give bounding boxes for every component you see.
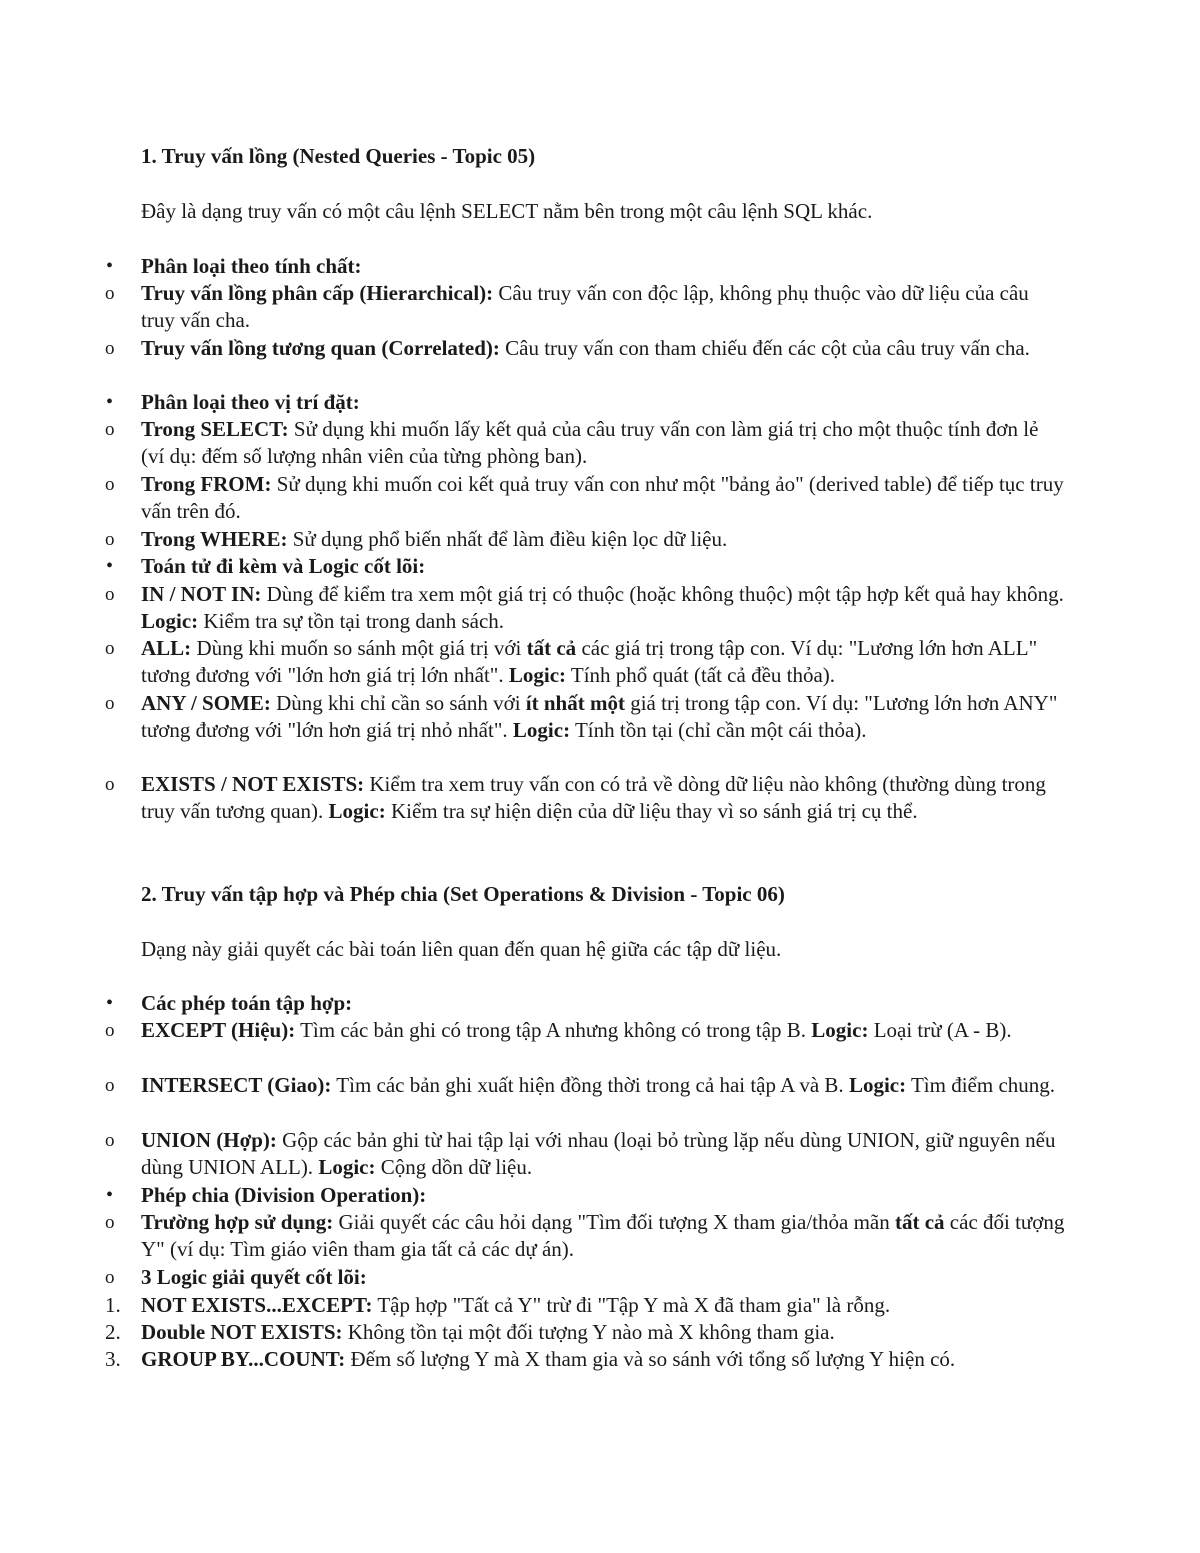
circle-marker: o (105, 1020, 115, 1041)
item-label: Trong WHERE: (141, 527, 288, 551)
item-text: Tìm các bản ghi xuất hiện đồng thời trong cả hai tập A và B. (331, 1073, 849, 1097)
circle-marker: o (105, 529, 115, 550)
circle-marker: o (105, 693, 115, 714)
item-text: Câu truy vấn con tham chiếu đến các cột của câu truy vấn cha. (499, 336, 1030, 360)
logic-text: Cộng dồn dữ liệu. (375, 1155, 533, 1180)
item-label: Trong FROM: (141, 472, 272, 496)
item-label: Double NOT EXISTS: (141, 1320, 343, 1344)
item-text: Đếm số lượng Y mà X tham gia và so sánh với tổng số lượng Y hiện có. (345, 1347, 956, 1371)
item-label: EXCEPT (Hiệu): (141, 1018, 296, 1042)
list-item-group-property (141, 253, 1066, 280)
item-text: Dùng khi chỉ cần so sánh với (270, 691, 526, 715)
emphasis: tất cả (526, 636, 577, 660)
item-text: Sử dụng khi muốn coi kết quả truy vấn con như một "bảng ảo" (derived table) để tiếp tục truy vấn trên đó. (141, 472, 1064, 524)
list-item-group-set-ops (141, 990, 1066, 1017)
item-text: Giải quyết các câu hỏi dạng "Tìm đối tượng X tham gia/thỏa mãn (333, 1210, 895, 1234)
logic-text: Kiểm tra sự hiện diện của dữ liệu thay vì so sánh giá trị cụ thể. (385, 799, 918, 824)
numbered-item-1 (141, 1292, 1066, 1319)
item-label: Truy vấn lồng phân cấp (Hierarchical): (141, 281, 494, 305)
logic-label: Logic: (508, 663, 567, 688)
logic-text: Tính phổ quát (tất cả đều thỏa). (566, 663, 836, 688)
group-title: 3 Logic giải quyết cốt lõi: (141, 1265, 367, 1289)
list-item-select (141, 416, 1066, 470)
list-item-use-case (141, 1209, 1066, 1263)
list-item-except (141, 1017, 1066, 1044)
bullet-marker: • (106, 1184, 114, 1206)
section-1-heading: 1. Truy vấn lồng (Nested Queries - Topic 05) (141, 144, 536, 168)
logic-label: Logic: (141, 609, 199, 634)
item-label: NOT EXISTS...EXCEPT: (141, 1293, 373, 1317)
item-label: Trong SELECT: (141, 417, 289, 441)
circle-marker: o (105, 1212, 115, 1233)
item-text: Không tồn tại một đối tượng Y nào mà X không tham gia. (342, 1320, 835, 1344)
logic-text: Tính tồn tại (chỉ cần một cái thỏa). (570, 718, 867, 743)
item-text: Tìm các bản ghi có trong tập A nhưng không có trong tập B. (295, 1018, 812, 1042)
circle-marker: o (105, 774, 115, 795)
group-title: Phân loại theo vị trí đặt: (141, 390, 360, 414)
item-text: Tập hợp "Tất cả Y" trừ đi "Tập Y mà X đã tham gia" là rỗng. (372, 1293, 891, 1317)
list-item-hierarchical (141, 280, 1066, 334)
group-title: Các phép toán tập hợp: (141, 991, 353, 1015)
logic-label: Logic: (512, 718, 571, 743)
bullet-marker: • (106, 555, 114, 577)
number-marker: 3. (105, 1347, 121, 1371)
list-item-three-logic (141, 1264, 1066, 1291)
circle-marker: o (105, 1075, 115, 1096)
section-1-intro: Đây là dạng truy vấn có một câu lệnh SELECT nằm bên trong một câu lệnh SQL khác. (141, 199, 873, 223)
list-item-where (141, 526, 1066, 553)
circle-marker: o (105, 283, 115, 304)
list-item-correlated (141, 335, 1066, 362)
item-text: Câu truy vấn con độc lập, không phụ thuộc vào dữ liệu của câu truy vấn cha. (141, 281, 1029, 333)
group-title: Phép chia (Division Operation): (141, 1183, 427, 1207)
group-title: Phân loại theo tính chất: (141, 254, 362, 278)
emphasis: ít nhất một (525, 691, 625, 715)
list-item-group-operators (141, 553, 1066, 580)
bullet-marker: • (106, 992, 114, 1014)
bullet-marker: • (106, 391, 114, 413)
item-label: EXISTS / NOT EXISTS: (141, 772, 365, 796)
item-text: các giá trị trong tập con. Ví dụ: "Lương lớn hơn ALL" tương đương với "lớn hơn giá trị lớn nhất". (141, 636, 1038, 688)
circle-marker: o (105, 1267, 115, 1288)
list-item-in (141, 581, 1066, 635)
group-title: Toán tử đi kèm và Logic cốt lõi: (141, 554, 426, 578)
logic-label: Logic: (811, 1018, 869, 1042)
numbered-item-3 (141, 1346, 1066, 1373)
item-label: ALL: (141, 636, 192, 660)
item-text: Gộp các bản ghi từ hai tập lại với nhau (loại bỏ trùng lặp nếu dùng UNION, giữ nguyên nếu dùng UNION ALL). (141, 1128, 1056, 1180)
circle-marker: o (105, 638, 115, 659)
logic-text: Kiểm tra sự tồn tại trong danh sách. (198, 609, 505, 634)
item-text: Kiểm tra xem truy vấn con có trả về dòng dữ liệu nào không (thường dùng trong truy vấn tương quan). (141, 772, 1046, 824)
list-item-exists (141, 771, 1066, 825)
section-2-heading: 2. Truy vấn tập hợp và Phép chia (Set Operations & Division - Topic 06) (141, 882, 785, 906)
circle-marker: o (105, 474, 115, 495)
bullet-marker: • (106, 255, 114, 277)
list-item-all (141, 635, 1066, 689)
item-label: INTERSECT (Giao): (141, 1073, 332, 1097)
number-marker: 2. (105, 1320, 121, 1344)
number-marker: 1. (105, 1293, 121, 1317)
item-label: GROUP BY...COUNT: (141, 1347, 346, 1371)
numbered-item-2 (141, 1319, 1066, 1346)
item-text: giá trị trong tập con. Ví dụ: "Lương lớn hơn ANY" tương đương với "lớn hơn giá trị nhỏ nhất". (141, 691, 1058, 743)
logic-label: Logic: (328, 799, 386, 824)
logic-label: Logic: (318, 1155, 376, 1180)
circle-marker: o (105, 584, 115, 605)
logic-label: Logic: (848, 1073, 907, 1097)
logic-text: Tìm điểm chung. (906, 1073, 1056, 1097)
list-item-from (141, 471, 1066, 525)
logic-text: Loại trừ (A - B). (868, 1018, 1012, 1042)
item-label: Truy vấn lồng tương quan (Correlated): (141, 336, 500, 360)
list-item-union (141, 1127, 1066, 1181)
list-item-group-division (141, 1182, 1066, 1209)
list-item-group-position (141, 389, 1066, 416)
item-label: IN / NOT IN: (141, 582, 262, 606)
circle-marker: o (105, 338, 115, 359)
emphasis: tất cả (894, 1210, 945, 1234)
item-text: Dùng khi muốn so sánh một giá trị với (191, 636, 527, 660)
list-item-intersect (141, 1072, 1066, 1099)
item-label: Trường hợp sử dụng: (141, 1210, 334, 1234)
list-item-any (141, 690, 1066, 744)
circle-marker: o (105, 1130, 115, 1151)
item-text: Sử dụng khi muốn lấy kết quả của câu truy vấn con làm giá trị cho một thuộc tính đơn lẻ (ví dụ: đếm số lượng nhân viên của từng phòng ban). (141, 417, 1039, 469)
item-label: UNION (Hợp): (141, 1128, 277, 1152)
item-text: Dùng để kiểm tra xem một giá trị có thuộc (hoặc không thuộc) một tập hợp kết quả hay không. (261, 582, 1064, 606)
section-2-intro: Dạng này giải quyết các bài toán liên quan đến quan hệ giữa các tập dữ liệu. (141, 937, 782, 961)
item-text: Sử dụng phổ biến nhất để làm điều kiện lọc dữ liệu. (287, 527, 728, 551)
circle-marker: o (105, 419, 115, 440)
item-label: ANY / SOME: (141, 691, 271, 715)
item-text: các đối tượng Y" (ví dụ: Tìm giáo viên tham gia tất cả các dự án). (141, 1210, 1065, 1262)
